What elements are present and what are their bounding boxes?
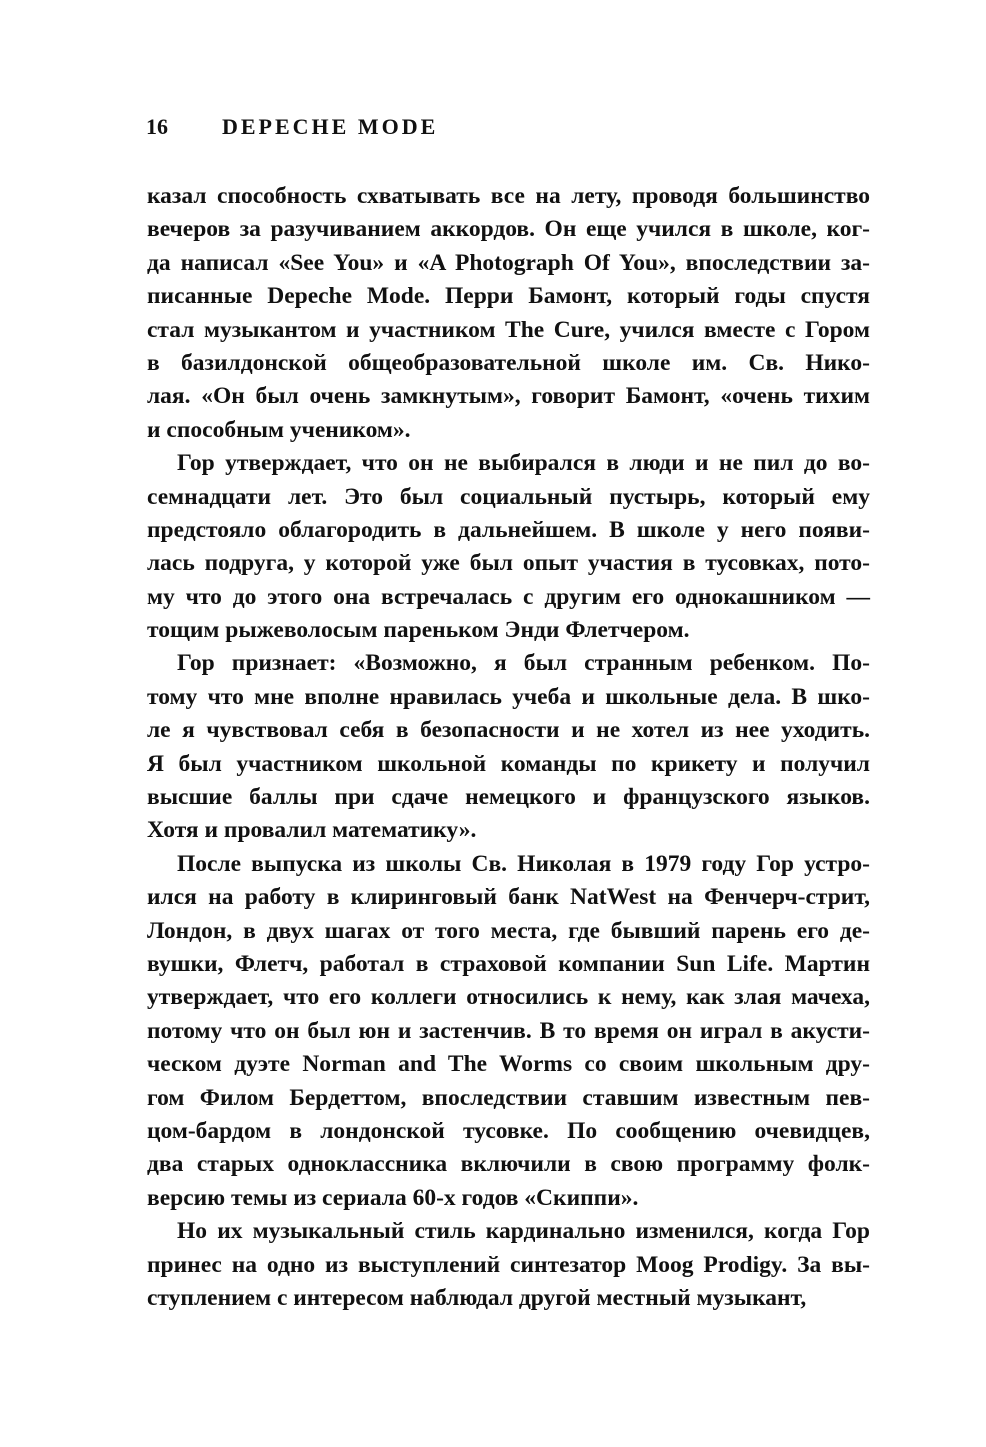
text-line: Хотя и провалил математику». [147, 817, 477, 844]
text-line: вушки, Флетч, работал в страховой компании Sun Life. Мартин [147, 950, 870, 977]
text-line: утверждает, что его коллеги относились к нему, как злая мачеха, [147, 984, 870, 1011]
text-line: принес на одно из выступлений синтезатор Moog Prodigy. За вы- [147, 1251, 870, 1278]
text-line: предстояло облагородить в дальнейшем. В школе у него появи- [147, 516, 870, 543]
text-line: казал способность схватывать все на лету, проводя большинство [147, 183, 870, 209]
text-line: в базилдонской общеобразовательной школе им. Св. Нико- [147, 349, 870, 376]
paragraph [147, 180, 870, 447]
running-header [146, 113, 438, 141]
text-line: стал музыкантом и участником The Cure, учился вместе с Гором [147, 316, 870, 343]
paragraph [147, 1215, 870, 1315]
paragraph [147, 447, 870, 647]
text-line: вечеров за разучиванием аккордов. Он еще учился в школе, ког- [147, 216, 870, 243]
text-line: цом-бардом в лондонской тусовке. По сообщению очевидцев, [147, 1117, 870, 1144]
text-line: Гор утверждает, что он не выбирался в люди и не пил до во- [177, 450, 870, 477]
text-line: Я был участником школьной команды по крикету и получил [147, 750, 870, 777]
text-line: семнадцати лет. Это был социальный пустырь, который ему [147, 483, 870, 510]
text-line: гом Филом Бердеттом, впоследствии ставшим известным пев- [147, 1084, 870, 1111]
paragraph [147, 848, 870, 1215]
book-title: DEPECHE MODE [222, 114, 439, 139]
text-line: высшие баллы при сдаче немецкого и французского языков. [147, 784, 870, 811]
text-line: потому что он был юн и застенчив. В то время он играл в акусти- [147, 1017, 870, 1044]
text-line: лая. «Он был очень замкнутым», говорит Бамонт, «очень тихим [147, 383, 870, 410]
text-line: два старых одноклассника включили в свою программу фолк- [147, 1151, 870, 1178]
text-line: Гор признает: «Возможно, я был странным ребенком. По- [177, 650, 870, 677]
paragraph [147, 647, 870, 847]
text-line: После выпуска из школы Св. Николая в 1979 году Гор устро- [177, 850, 870, 877]
text-line: и способным учеником». [147, 416, 411, 443]
text-line: ческом дуэте Norman and The Worms со своим школьным дру- [147, 1051, 870, 1078]
text-line: Лондон, в двух шагах от того места, где бывший парень его де- [147, 917, 870, 944]
text-line: лась подруга, у которой уже был опыт участия в тусовках, пото- [147, 550, 870, 577]
text-line: да написал «See You» и «A Photograph Of You», впоследствии за- [147, 249, 870, 276]
text-line: ился на работу в клиринговый банк NatWest на Фенчерч-стрит, [147, 884, 870, 911]
page-number: 16 [146, 114, 168, 139]
text-line: тому что мне вполне нравилась учеба и школьные дела. В шко- [147, 683, 870, 710]
text-line: ступлением с интересом наблюдал другой местный музыкант, [147, 1284, 807, 1311]
text-line: писанные Depeche Mode. Перри Бамонт, который годы спустя [147, 283, 870, 310]
text-line: Но их музыкальный стиль кардинально изменился, когда Гор [177, 1218, 870, 1245]
body-text [147, 180, 870, 1315]
text-line: тощим рыжеволосым пареньком Энди Флетчером. [147, 617, 690, 644]
text-line: му что до этого она встречалась с другим его однокашником — [147, 583, 870, 610]
text-line: версию темы из сериала 60-х годов «Скиппи». [147, 1184, 639, 1211]
text-line: ле я чувствовал себя в безопасности и не хотел из нее уходить. [147, 717, 870, 744]
